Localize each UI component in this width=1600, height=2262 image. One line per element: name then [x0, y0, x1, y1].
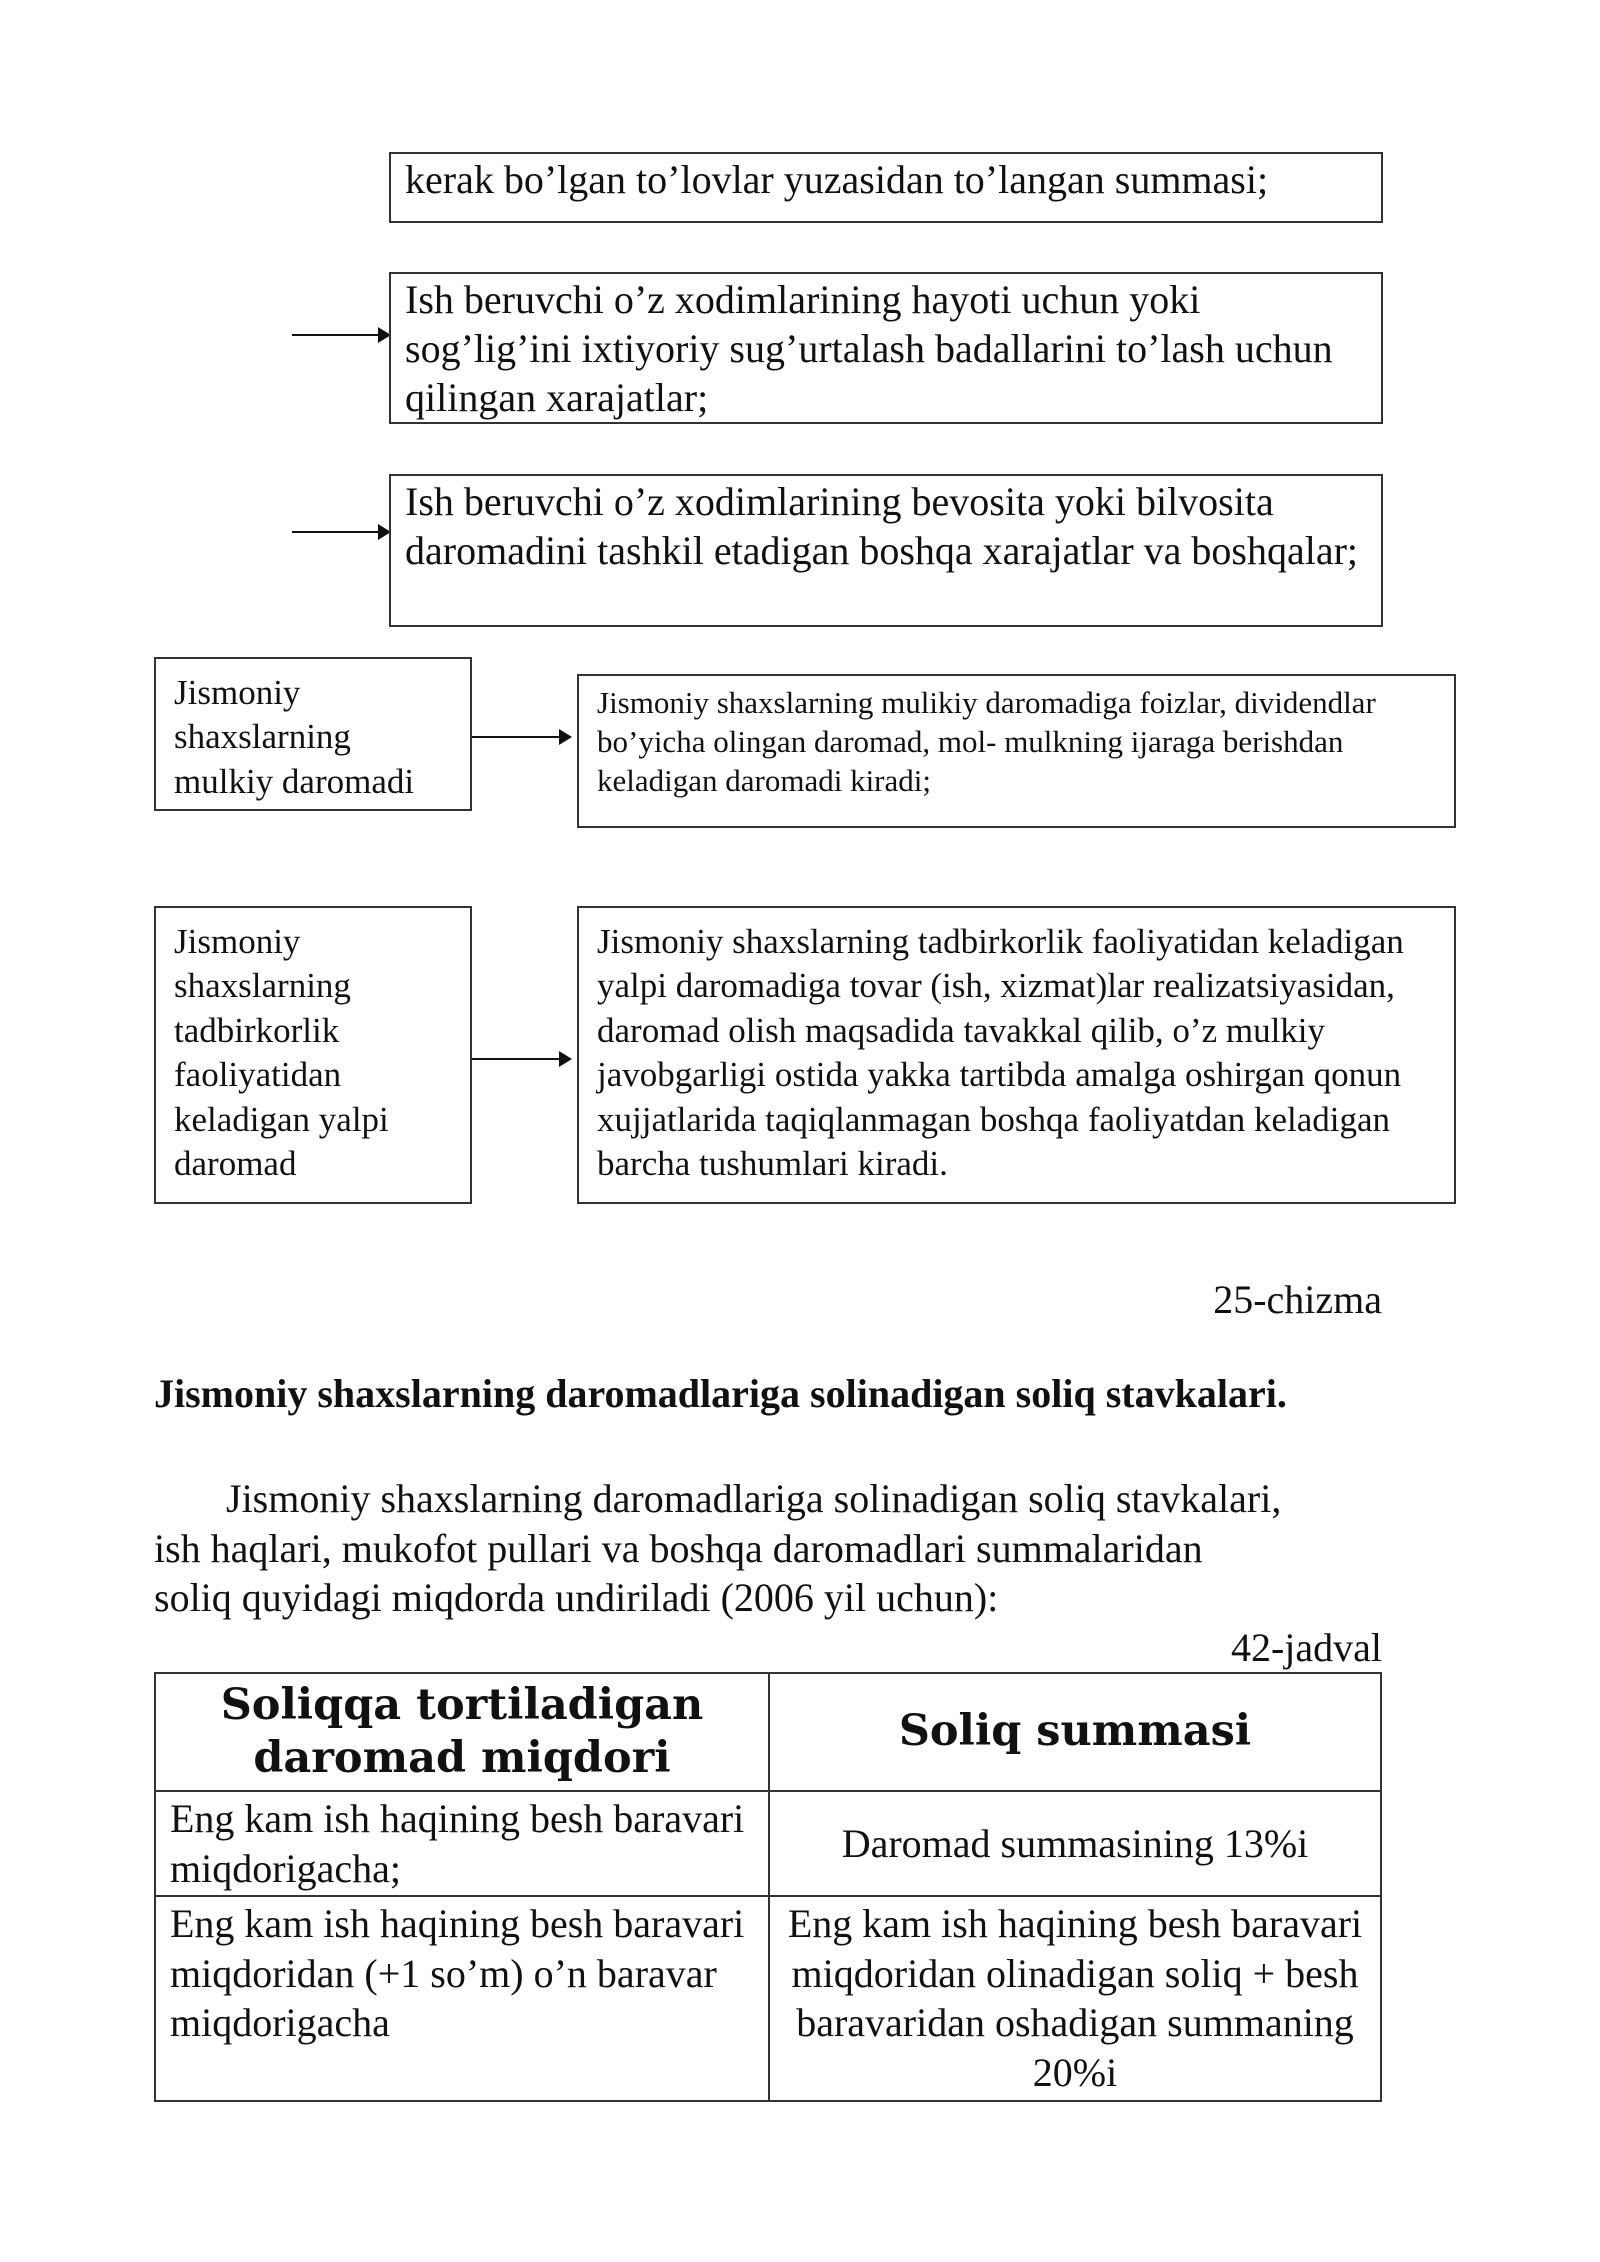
- diagram-box-insurance-text: Ish beruvchi o’z xodimlarining hayoti uchun yoki sog’lig’ini ixtiyoriy sug’urtalash badallarini to’lash uchun qilingan xarajatlar;: [405, 277, 1333, 420]
- diagram-box-insurance: [389, 272, 1383, 424]
- diagram-caption: 25-chizma: [1213, 1277, 1382, 1322]
- section-heading: Jismoniy shaxslarning daromadlariga solinadigan soliq stavkalari.: [154, 1371, 1287, 1416]
- paragraph-line: Jismoniy shaxslarning daromadlariga solinadigan soliq stavkalari,: [226, 1476, 1282, 1521]
- arrow-property-income: [472, 736, 570, 738]
- diagram-box-payments: [389, 152, 1383, 223]
- table-cell-tax: Daromad summasining 13%i: [769, 1791, 1381, 1896]
- table-cell-tax: Eng kam ish haqining besh baravari miqdoridan olinadigan soliq + besh baravaridan oshadigan summaning 20%i: [769, 1896, 1381, 2100]
- arrow-business-income: [472, 1058, 570, 1060]
- property-income-description: Jismoniy shaxslarning mulikiy daromadiga foizlar, dividendlar bo’yicha olingan daromad, mol- mulkning ijaraga berishdan keladigan daromadi kiradi;: [597, 685, 1376, 798]
- section-paragraph: [154, 1474, 1384, 1623]
- paragraph-line: soliq quyidagi miqdorda undiriladi (2006 yil uchun):: [154, 1575, 999, 1621]
- table-header-tax: Soliq summasi: [769, 1673, 1381, 1791]
- business-income-label: Jismoniy shaxslarning tadbirkorlik faoliyatidan keladigan yalpi daromad: [174, 922, 389, 1184]
- diagram-box-business-income-description: [577, 906, 1456, 1204]
- diagram-box-property-income-description: [577, 674, 1456, 828]
- table-cell-income: Eng kam ish haqining besh baravari miqdorigacha;: [155, 1791, 769, 1896]
- arrow-insurance: [292, 334, 389, 336]
- paragraph-line: ish haqlari, mukofot pullari va boshqa daromadlari summalaridan: [154, 1525, 1203, 1571]
- arrow-other-expenses: [292, 531, 389, 533]
- table-row: [155, 1896, 1381, 2100]
- table-cell-income: Eng kam ish haqining besh baravari miqdoridan (+1 so’m) o’n baravar miqdorigacha: [155, 1896, 769, 2100]
- diagram-box-other-expenses-text: Ish beruvchi o’z xodimlarining bevosita yoki bilvosita daromadini tashkil etadigan boshqa xarajatlar va boshqalar;: [405, 479, 1359, 573]
- table-header-income: Soliqqa tortiladigan daromad miqdori: [155, 1673, 769, 1791]
- table-header-row: [155, 1673, 1381, 1791]
- tax-rate-table: [154, 1672, 1382, 2102]
- diagram-box-business-income-label: [154, 906, 472, 1204]
- diagram-box-other-expenses: [389, 474, 1383, 627]
- diagram-box-property-income-label: [154, 657, 472, 811]
- property-income-label: Jismoniy shaxslarning mulkiy daromadi: [174, 673, 415, 801]
- business-income-description: Jismoniy shaxslarning tadbirkorlik faoliyatidan keladigan yalpi daromadiga tovar (ish, xizmat)lar realizatsiyasidan, daromad olish maqsadida tavakkal qilib, o’z mulkiy javobgarligi ostida yakka tartibda amalga oshirgan qonun xujjatlarida taqiqlanmagan boshqa faoliyatdan keladigan barcha tushumlari kiradi.: [597, 922, 1404, 1184]
- diagram-box-payments-text: kerak bo’lgan to’lovlar yuzasidan to’langan summasi;: [405, 157, 1269, 202]
- table-caption: 42-jadval: [1230, 1625, 1382, 1670]
- table-row: [155, 1791, 1381, 1896]
